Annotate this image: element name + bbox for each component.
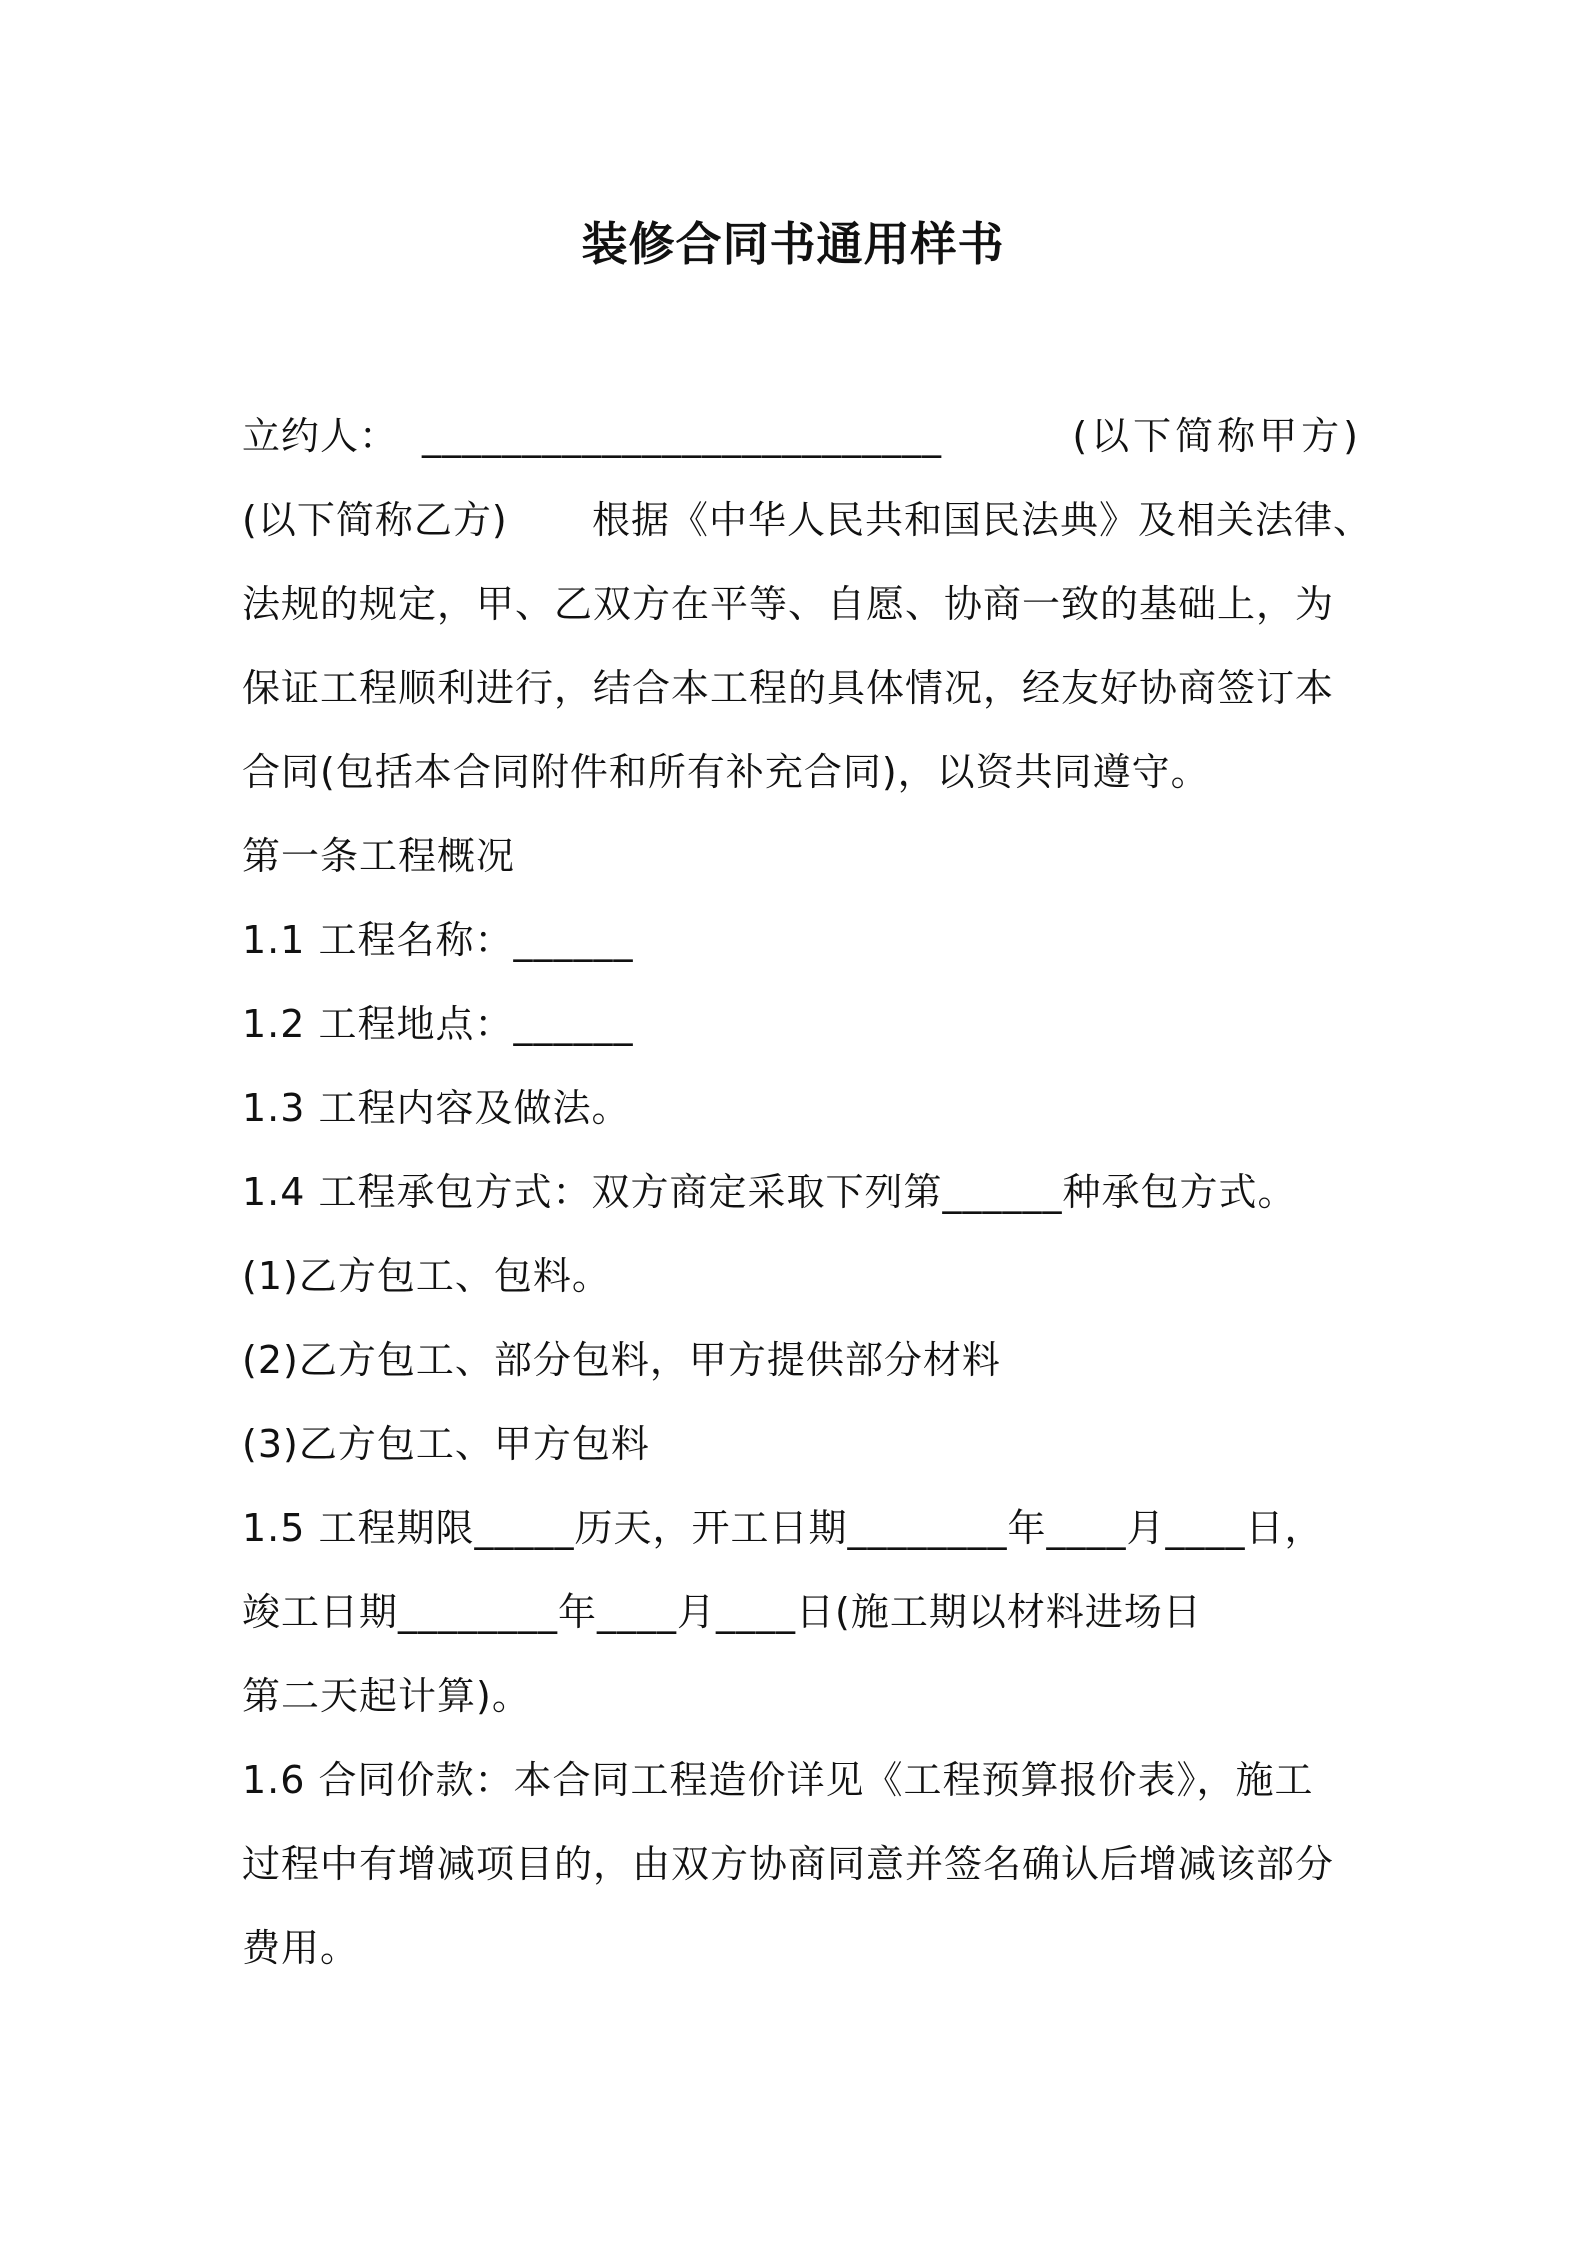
item-1-5-line-3: 第二天起计算)。 [242, 1674, 531, 1718]
item-1-6-line-3: 费用。 [242, 1926, 360, 1970]
document-title: 装修合同书通用样书 [581, 217, 1005, 271]
item-1-6-line-2: 过程中有增减项目的，由双方协商同意并签名确认后增减该部分 [242, 1842, 1335, 1886]
preamble-line-4: 合同(包括本合同附件和所有补充合同)，以资共同遵守。 [242, 750, 1210, 794]
item-1-1: 1.1 工程名称：______ [242, 918, 634, 962]
item-1-5-line-1: 1.5 工程期限_____历天，开工日期________年____月____日， [242, 1506, 1324, 1550]
option-2: (2)乙方包工、部分包料，甲方提供部分材料 [242, 1338, 1001, 1382]
party-label: 立约人： [242, 414, 399, 458]
party-name-blank: __________________________ [422, 414, 942, 458]
option-1: (1)乙方包工、包料。 [242, 1254, 611, 1298]
party-a-suffix: (以下简称甲方) [1072, 414, 1362, 458]
party-b-suffix: (以下简称乙方) [242, 498, 508, 542]
preamble-line-3: 保证工程顺利进行，结合本工程的具体情况，经友好协商签订本 [242, 666, 1335, 710]
item-1-2: 1.2 工程地点：______ [242, 1002, 634, 1046]
item-1-5-line-2: 竣工日期________年____月____日(施工期以材料进场日 [242, 1590, 1202, 1634]
preamble-text-start: 根据《中华人民共和国民法典》及相关法律、 [592, 498, 1373, 542]
section-1-heading: 第一条工程概况 [242, 834, 516, 878]
item-1-3: 1.3 工程内容及做法。 [242, 1086, 631, 1130]
item-1-4: 1.4 工程承包方式：双方商定采取下列第______种承包方式。 [242, 1170, 1297, 1214]
option-3: (3)乙方包工、甲方包料 [242, 1422, 650, 1466]
preamble-line-2: 法规的规定，甲、乙双方在平等、自愿、协商一致的基础上，为 [242, 582, 1335, 626]
item-1-6-line-1: 1.6 合同价款：本合同工程造价详见《工程预算报价表》，施工 [242, 1758, 1314, 1802]
